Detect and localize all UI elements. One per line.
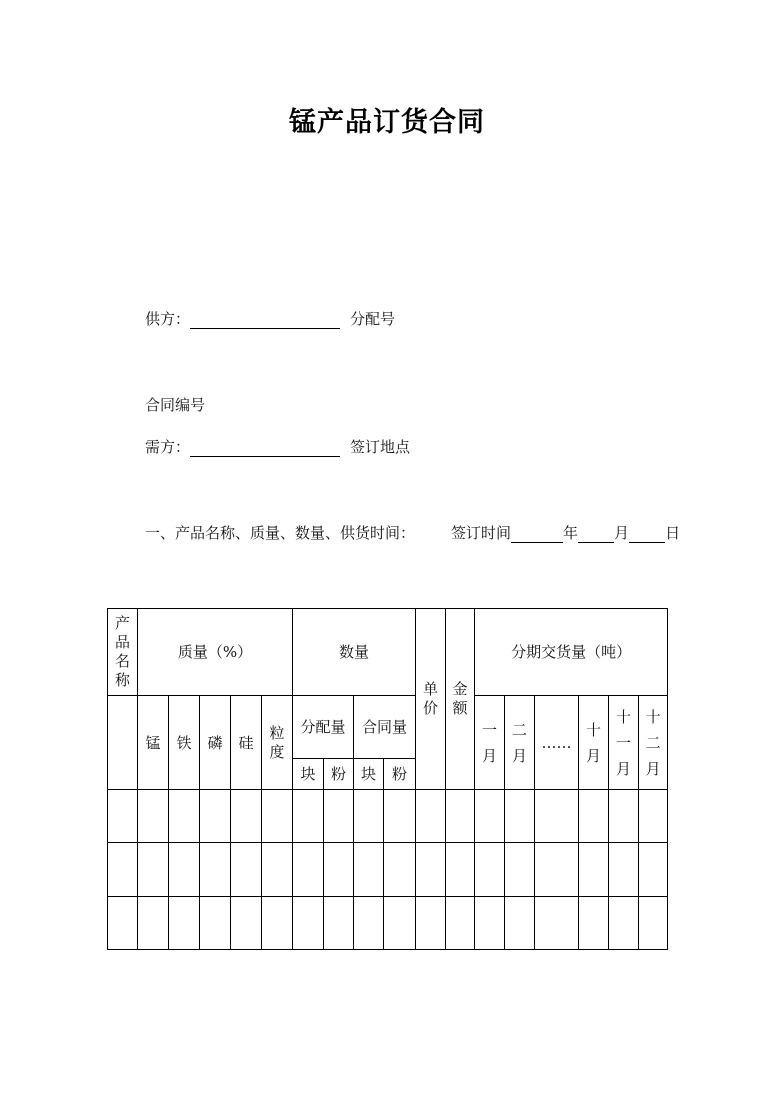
buyer-label: 需方： — [145, 438, 191, 456]
signing-place-label: 签订地点 — [350, 438, 411, 456]
header-product-name: 产品名称 — [108, 609, 138, 696]
day-blank[interactable] — [629, 526, 665, 543]
header-month-1: 一月 — [475, 696, 505, 790]
header-amount: 金额 — [446, 609, 475, 790]
table-row — [108, 790, 668, 843]
month-label: 月 — [614, 524, 630, 542]
header-allocated: 分配量 — [293, 696, 354, 759]
header-quantity: 数量 — [293, 609, 416, 696]
year-blank[interactable] — [511, 526, 563, 543]
header-month-2: 二月 — [505, 696, 535, 790]
buyer-blank[interactable] — [190, 440, 340, 457]
table-row — [108, 843, 668, 897]
contract-no-line — [145, 395, 205, 415]
header-month-10: 十月 — [579, 696, 609, 790]
header-phosphorus: 磷 — [200, 696, 231, 790]
header-manganese: 锰 — [138, 696, 169, 790]
month-blank[interactable] — [578, 526, 614, 543]
header-granularity: 粒度 — [262, 696, 293, 790]
header-unit-price: 单价 — [416, 609, 446, 790]
buyer-line — [145, 437, 410, 457]
header-month-11: 十一月 — [609, 696, 639, 790]
header-product-name-blank — [108, 696, 138, 790]
header-contracted-lump: 块 — [354, 759, 384, 790]
header-silicon: 硅 — [231, 696, 262, 790]
header-delivery: 分期交货量（吨） — [475, 609, 668, 696]
header-contracted: 合同量 — [354, 696, 416, 759]
header-iron: 铁 — [169, 696, 200, 790]
day-label: 日 — [665, 524, 681, 542]
header-quality: 质量（%） — [138, 609, 293, 696]
header-month-ellipsis: …… — [535, 696, 579, 790]
supplier-line — [145, 309, 395, 329]
year-label: 年 — [563, 524, 579, 542]
header-contracted-powder: 粉 — [384, 759, 416, 790]
header-month-12: 十二月 — [639, 696, 668, 790]
table-row — [108, 897, 668, 950]
header-allocated-lump: 块 — [293, 759, 324, 790]
contract-no-label: 合同编号 — [145, 396, 206, 414]
signing-date-label: 签订时间 — [451, 524, 512, 542]
allocation-no-label: 分配号 — [350, 310, 396, 328]
header-allocated-powder: 粉 — [324, 759, 354, 790]
section1-heading: 一、产品名称、质量、数量、供货时间： — [145, 524, 416, 542]
document-title: 锰产品订货合同 — [289, 107, 485, 138]
supplier-blank[interactable] — [190, 312, 340, 329]
section1-line — [145, 523, 680, 543]
supplier-label: 供方： — [145, 310, 191, 328]
order-table — [107, 608, 668, 950]
